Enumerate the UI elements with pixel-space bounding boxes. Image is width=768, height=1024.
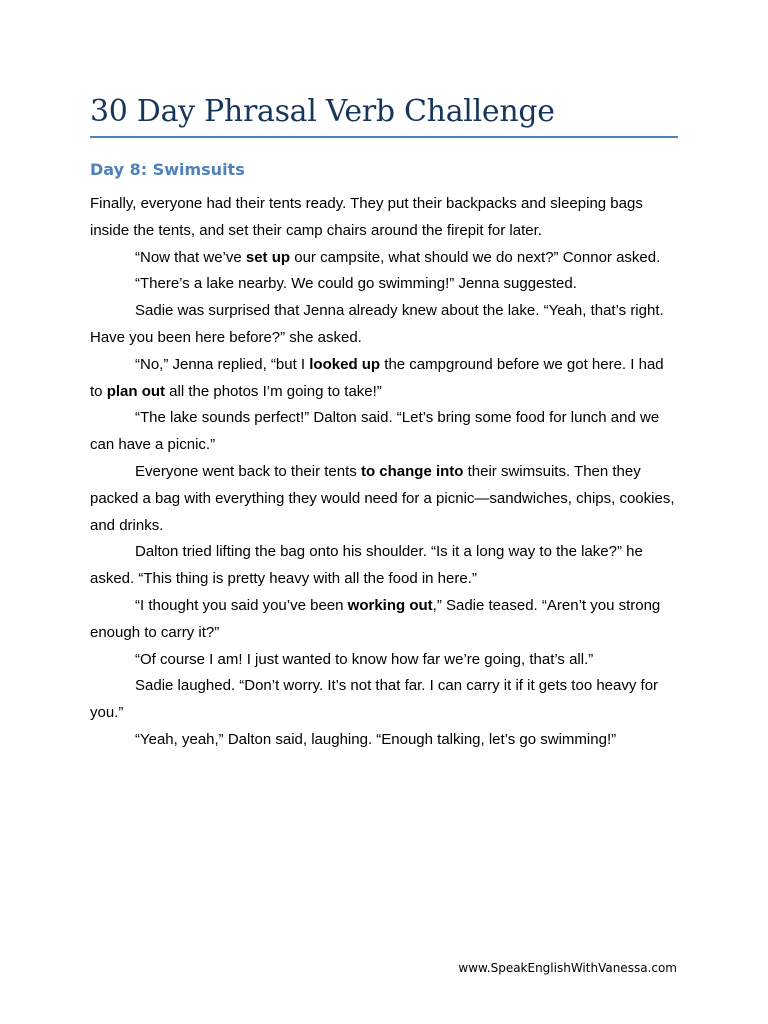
story-paragraph: [90, 539, 680, 593]
story-paragraph: [90, 593, 680, 647]
story-paragraph: [90, 352, 680, 406]
story-paragraph: [90, 298, 680, 352]
phrasal-verb: set up: [245, 248, 291, 266]
phrasal-verb: plan out: [106, 382, 166, 400]
story-body: [90, 191, 680, 754]
phrasal-verb: working out: [347, 596, 433, 614]
page-title: 30 Day Phrasal Verb Challenge: [90, 94, 555, 129]
story-paragraph: [90, 647, 680, 674]
story-text: Dalton tried lifting the bag onto his shoulder. “Is it a long way to the lake?” he asked. “This thing is pretty heavy with all the food in here.”: [90, 543, 643, 588]
story-text: their swimsuits. Then they packed a bag with everything they would need for a picnic—sandwiches, chips, cookies, and drinks.: [90, 462, 675, 534]
story-text: Everyone went back to their tents: [135, 462, 361, 480]
story-text: “The lake sounds perfect!” Dalton said. “Let’s bring some food for lunch and we can have a picnic.”: [90, 409, 660, 454]
story-text: “There’s a lake nearby. We could go swimming!” Jenna suggested.: [135, 275, 577, 293]
story-paragraph: [90, 271, 680, 298]
story-paragraph: [90, 459, 680, 539]
story-text: “I thought you said you’ve been: [135, 596, 348, 614]
story-text: “Of course I am! I just wanted to know how far we’re going, that’s all.”: [135, 650, 594, 668]
phrasal-verb: to change into: [360, 462, 464, 480]
story-paragraph: [90, 727, 680, 754]
footer-website: www.SpeakEnglishWithVanessa.com: [458, 961, 677, 975]
section-heading: Day 8: Swimsuits: [90, 160, 245, 179]
story-text: Sadie was surprised that Jenna already knew about the lake. “Yeah, that’s right. Have you been here before?” she asked.: [90, 302, 664, 346]
story-text: “Now that we’ve: [135, 248, 246, 266]
story-text: Sadie laughed. “Don’t worry. It’s not that far. I can carry it if it gets too heavy for you.”: [90, 677, 659, 722]
story-paragraph: [90, 245, 680, 272]
phrasal-verb: looked up: [309, 355, 381, 373]
story-text: all the photos I’m going to take!”: [165, 382, 382, 400]
story-text: “No,” Jenna replied, “but I: [135, 355, 310, 373]
title-underline: [90, 136, 678, 138]
story-paragraph: [90, 191, 680, 245]
story-text: our campsite, what should we do next?” Connor asked.: [290, 248, 661, 266]
story-text: Finally, everyone had their tents ready. They put their backpacks and sleeping bags inside the tents, and set their camp chairs around the firepit for later.: [90, 195, 643, 239]
story-text: “Yeah, yeah,” Dalton said, laughing. “Enough talking, let’s go swimming!”: [135, 730, 617, 748]
story-paragraph: [90, 405, 680, 459]
story-text: ,” Sadie teased. “Aren’t you strong enough to carry it?”: [90, 596, 661, 641]
story-paragraph: [90, 673, 680, 727]
story-text: the campground before we got here. I had to: [90, 355, 664, 400]
